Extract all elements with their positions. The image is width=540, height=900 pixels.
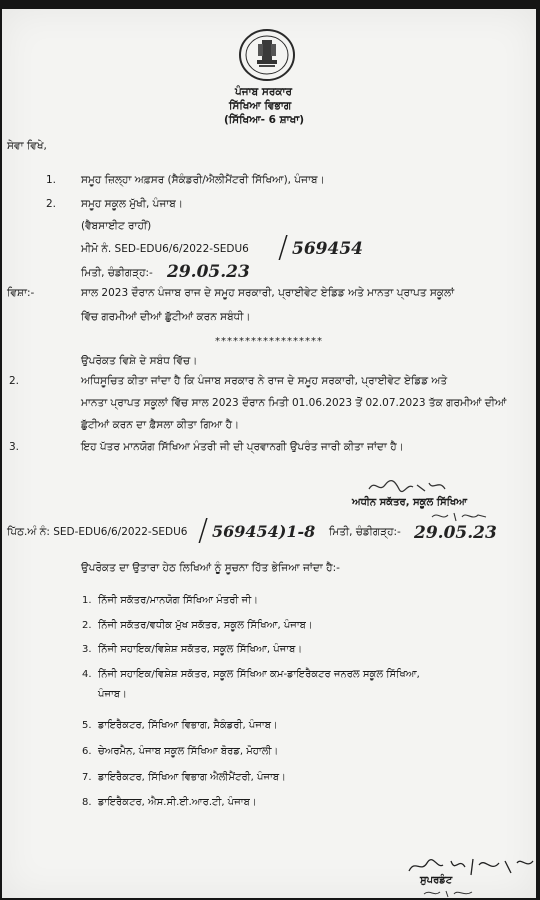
paragraph-number: 2. [9, 375, 20, 387]
separator: ****************** [215, 336, 323, 347]
slash-mark: / [198, 513, 209, 548]
copy-list-number: 5. [82, 720, 92, 731]
body-paragraph-2-line-2: ਮਾਨਤਾ ਪ੍ਰਾਪਤ ਸਕੂਲਾਂ ਵਿੱਚ ਸਾਲ 2023 ਦੌਰਾਨ ਮਿਤੀ 01.06.2023 ਤੋਂ 02.07.2023 ਤੱਕ ਗਰਮੀਆਂ ਦੀਆਂ [81, 397, 507, 409]
recipient-text: ਸਮੂਹ ਸਕੂਲ ਮੁੱਖੀ, ਪੰਜਾਬ। [81, 198, 183, 210]
signatory-title: ਅਧੀਨ ਸਕੱਤਰ, ਸਕੂਲ ਸਿੱਖਿਆ [352, 497, 468, 508]
copy-list-number: 2. [82, 620, 92, 631]
document-page [2, 9, 536, 898]
endorsement-number-label: ਪਿੱਠ.ਅੰ ਨੰ: SED-EDU6/6/2022-SEDU6 [7, 526, 188, 538]
government-emblem-icon [238, 28, 296, 82]
memo-date-label: ਮਿਤੀ, ਚੰਡੀਗੜ੍ਹ:- [81, 267, 153, 279]
endorsement-date-handwritten: 29.05.23 [414, 523, 497, 543]
copy-list-item: ਨਿੱਜੀ ਸਹਾਇਕ/ਵਿਸ਼ੇਸ਼ ਸਕੱਤਰ, ਸਕੂਲ ਸਿੱਖਿਆ ਕਮ-ਡਾਇਰੈਕਟਰ ਜਨਰਲ ਸਕੂਲ ਸਿੱਖਿਆ, [98, 669, 420, 680]
header-line-2: ਸਿੱਖਿਆ ਵਿਭਾਗ [229, 100, 292, 112]
copy-list-number: 7. [82, 772, 92, 783]
body-paragraph-3: ਇਹ ਪੱਤਰ ਮਾਨਯੋਗ ਸਿੱਖਿਆ ਮੰਤਰੀ ਜੀ ਦੀ ਪ੍ਰਵਾਨਗੀ ਉਪਰੰਤ ਜਾਰੀ ਕੀਤਾ ਜਾਂਦਾ ਹੈ। [81, 441, 404, 453]
signature-upper [367, 475, 457, 497]
memo-number-handwritten: 569454 [292, 239, 363, 259]
copy-list-item: ਨਿੱਜੀ ਸਕੱਤਰ/ਮਾਨਯੋਗ ਸਿੱਖਿਆ ਮੰਤਰੀ ਜੀ। [98, 595, 258, 606]
endorsement-date-label: ਮਿਤੀ, ਚੰਡੀਗੜ੍ਹ:- [329, 526, 401, 538]
signatory-name-handwritten [430, 509, 490, 523]
copy-list-number: 3. [82, 644, 92, 655]
superintendent-title: ਸੁਪਰਡੰਟ [420, 875, 453, 886]
copy-list-item: ਡਾਇਰੈਕਟਰ, ਸਿੱਖਿਆ ਵਿਭਾਗ ਐਲੀਮੈਂਟਰੀ, ਪੰਜਾਬ। [98, 772, 286, 783]
recipient-number: 2. [46, 198, 57, 210]
copy-list-item-continuation: ਪੰਜਾਬ। [98, 689, 127, 700]
copy-list-item: ਡਾਇਰੈਕਟਰ, ਐਸ.ਸੀ.ਈ.ਆਰ.ਟੀ, ਪੰਜਾਬ। [98, 797, 257, 808]
superintendent-name-handwritten [422, 888, 482, 898]
copy-list-item: ਨਿੱਜੀ ਸਹਾਇਕ/ਵਿਸ਼ੇਸ਼ ਸਕੱਤਰ, ਸਕੂਲ ਸਿੱਖਿਆ, ਪੰਜਾਬ। [98, 644, 303, 655]
copy-list-number: 8. [82, 797, 92, 808]
body-paragraph-1: ਉਪਰੋਕਤ ਵਿਸ਼ੇ ਦੇ ਸਬੰਧ ਵਿੱਚ। [81, 355, 198, 367]
via-website-note: (ਵੈਬਸਾਈਟ ਰਾਹੀਂ) [81, 220, 152, 232]
body-paragraph-2-line-1: ਅਧਿਸੂਚਿਤ ਕੀਤਾ ਜਾਂਦਾ ਹੈ ਕਿ ਪੰਜਾਬ ਸਰਕਾਰ ਨੇ ਰਾਜ ਦੇ ਸਮੂਹ ਸਰਕਾਰੀ, ਪ੍ਰਾਈਵੇਟ ਏਡਿਡ ਅਤੇ [81, 375, 448, 387]
copy-list-number: 6. [82, 746, 92, 757]
memo-date-handwritten: 29.05.23 [167, 262, 250, 282]
recipient-text: ਸਮੂਹ ਜ਼ਿਲ੍ਹਾ ਅਫ਼ਸਰ (ਸੈਕੰਡਰੀ/ਐਲੀਮੈਂਟਰੀ ਸਿੱਖਿਆ), ਪੰਜਾਬ। [81, 174, 325, 186]
salutation: ਸੇਵਾ ਵਿਖੇ, [7, 140, 47, 152]
copy-list-item: ਨਿੱਜੀ ਸਕੱਤਰ/ਵਧੀਕ ਮੁੱਖ ਸਕੱਤਰ, ਸਕੂਲ ਸਿੱਖਿਆ, ਪੰਜਾਬ। [98, 620, 313, 631]
recipient-number: 1. [46, 174, 57, 186]
paragraph-number: 3. [9, 441, 20, 453]
header-line-3: (ਸਿੱਖਿਆ- 6 ਸ਼ਾਖਾ) [224, 114, 305, 126]
endorsement-number-handwritten: 569454)1-8 [212, 522, 316, 541]
copy-list-item: ਚੇਅਰਮੈਨ, ਪੰਜਾਬ ਸਕੂਲ ਸਿੱਖਿਆ ਬੋਰਡ, ਮੋਹਾਲੀ। [98, 746, 279, 757]
subject-label: ਵਿਸ਼ਾ:- [7, 287, 35, 299]
endorsement-intro: ਉਪਰੋਕਤ ਦਾ ਉਤਾਰਾ ਹੇਠ ਲਿਖਿਆਂ ਨੂੰ ਸੂਚਨਾ ਹਿੱਤ ਭੇਜਿਆ ਜਾਂਦਾ ਹੈ:- [81, 562, 340, 574]
subject-line-1: ਸਾਲ 2023 ਦੌਰਾਨ ਪੰਜਾਬ ਰਾਜ ਦੇ ਸਮੂਹ ਸਰਕਾਰੀ, ਪ੍ਰਾਈਵੇਟ ਏਡਿਡ ਅਤੇ ਮਾਨਤਾ ਪ੍ਰਾਪਤ ਸਕੂਲਾਂ [81, 287, 455, 299]
header-line-1: ਪੰਜਾਬ ਸਰਕਾਰ [235, 86, 293, 98]
subject-line-2: ਵਿੱਚ ਗਰਮੀਆਂ ਦੀਆਂ ਛੁੱਟੀਆਂ ਕਰਨ ਸਬੰਧੀ। [81, 311, 251, 323]
memo-number-label: ਮੀਮੋ ਨੰ. SED-EDU6/6/2022-SEDU6 [81, 243, 249, 255]
slash-mark: / [278, 230, 289, 265]
copy-list-item: ਡਾਇਰੈਕਟਰ, ਸਿੱਖਿਆ ਵਿਭਾਗ, ਸੈਕੰਡਰੀ, ਪੰਜਾਬ। [98, 720, 278, 731]
copy-list-number: 4. [82, 669, 92, 680]
copy-list-number: 1. [82, 595, 92, 606]
body-paragraph-2-line-3: ਛੁੱਟੀਆਂ ਕਰਨ ਦਾ ਫ਼ੈਸਲਾ ਕੀਤਾ ਗਿਆ ਹੈ। [81, 419, 240, 431]
